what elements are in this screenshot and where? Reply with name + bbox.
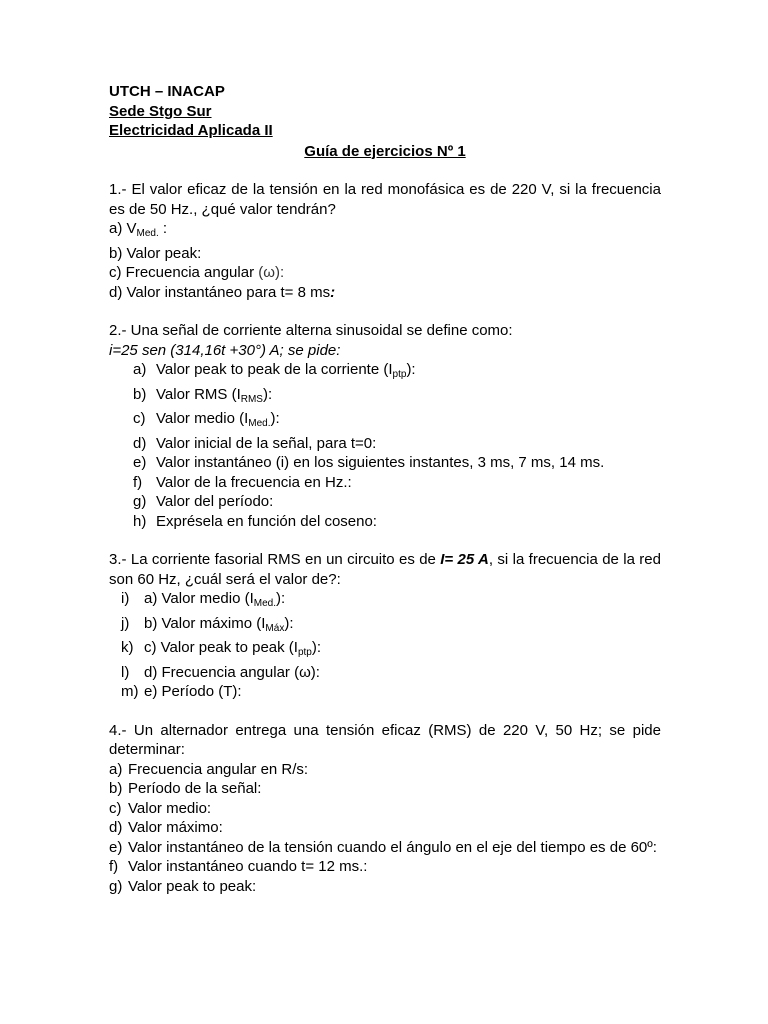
question-2-list <box>109 360 661 531</box>
question-2-item <box>109 434 661 454</box>
question-2-item <box>109 385 661 410</box>
item-text: Valor máximo: <box>128 819 223 836</box>
question-4-item <box>109 838 661 858</box>
item-marker: d) <box>109 819 123 836</box>
question-1-item-b: b) Valor peak: <box>109 244 202 262</box>
question-3-item <box>109 663 661 683</box>
question-3-item <box>109 638 661 663</box>
item-text-main: Exprésela en función del coseno: <box>156 512 377 530</box>
item-text-end: ): <box>262 385 273 403</box>
item-text-main: d) Frecuencia angular (ω): <box>144 663 320 681</box>
item-text-main: Valor de la frecuencia en Hz.: <box>156 473 352 491</box>
item-text-main: a) Valor medio (I <box>144 590 254 607</box>
question-4-text: 4.- Un alternador entrega una tensión eficaz (RMS) de 220 V, 50 Hz; se pide determinar: <box>109 721 661 758</box>
item-text-end: ): <box>270 410 280 427</box>
item-marker: j) <box>121 614 130 632</box>
question-3-list <box>109 589 661 702</box>
item-text-main: b) Valor máximo (I <box>144 614 266 632</box>
question-4-item <box>109 760 661 780</box>
item-marker: g) <box>109 877 123 895</box>
question-1-text: 1.- El valor eficaz de la tensión en la red monofásica es de 220 V, si la frecuencia es de 50 Hz., ¿qué valor tendrán? <box>109 181 661 218</box>
question-2-text: 2.- Una señal de corriente alterna sinusoidal se define como: <box>109 322 513 339</box>
item-text: Frecuencia angular en R/s: <box>128 760 309 778</box>
item-text <box>156 512 377 532</box>
item-subscript: RMS <box>240 393 263 405</box>
question-2 <box>109 321 661 531</box>
item-marker: h) <box>133 512 147 530</box>
item-marker: d) <box>133 434 147 452</box>
question-1-item-c: c) Frecuencia angular (ω): <box>109 264 285 281</box>
item-marker: m) <box>121 683 139 700</box>
item-text-main: Valor peak to peak de la corriente (I <box>156 361 393 378</box>
question-3-item <box>109 589 661 614</box>
item-text-main: e) Período (T): <box>144 683 242 700</box>
item-marker: i) <box>121 590 130 607</box>
item-marker: g) <box>133 493 147 510</box>
question-1-item-a: a) $V_{Med.}$ : <box>109 220 168 239</box>
item-text <box>156 492 273 512</box>
item-text-main: Valor del período: <box>156 493 274 510</box>
item-text: Valor instantáneo de la tensión cuando el ángulo en el eje del tiempo es de 60º: <box>128 838 657 856</box>
document-body <box>109 82 661 896</box>
question-4-list <box>109 760 661 897</box>
item-text-end: ): <box>284 614 294 632</box>
question-4-item <box>109 818 661 838</box>
question-3-item <box>109 682 661 702</box>
question-3-text: 3.- La corriente fasorial RMS en un circuito es de I= 25 A, si la frecuencia de la red son 60 Hz, ¿cuál será el valor de?: <box>109 551 661 588</box>
item-text <box>144 638 321 663</box>
item-text <box>144 589 285 614</box>
item-subscript: Med. <box>253 598 276 609</box>
item-text <box>156 385 272 410</box>
item-text-main: c) Valor peak to peak (I <box>144 639 298 656</box>
item-text: Valor peak to peak: <box>128 877 257 895</box>
item-text: Valor instantáneo cuando t= 12 ms.: <box>128 858 368 875</box>
question-2-item <box>109 492 661 512</box>
item-marker: l) <box>121 663 130 681</box>
item-marker: e) <box>109 838 123 856</box>
question-2-item <box>109 453 661 473</box>
question-3 <box>109 550 661 702</box>
question-2-item <box>109 512 661 532</box>
item-text <box>156 473 352 493</box>
item-subscript: ptp <box>297 647 312 658</box>
item-text <box>156 434 376 454</box>
question-4-item <box>109 799 661 819</box>
item-text-main: Valor RMS (I <box>156 385 241 403</box>
item-marker: c) <box>109 799 122 817</box>
item-marker: e) <box>133 454 147 471</box>
item-text <box>144 663 320 683</box>
item-marker: a) <box>109 760 123 778</box>
item-subscript: Med. <box>248 418 271 429</box>
question-2-item <box>109 409 661 434</box>
item-text-main: Valor instantáneo (i) en los siguientes instantes, 3 ms, 7 ms, 14 ms. <box>156 454 605 471</box>
question-4-item <box>109 877 661 897</box>
campus-name: Sede Stgo Sur <box>109 102 212 120</box>
item-subscript: Máx <box>265 622 285 634</box>
course-name: Electricidad Aplicada II <box>109 122 273 139</box>
item-text: Valor medio: <box>128 799 212 817</box>
institution-name: UTCH – INACAP <box>109 83 225 100</box>
item-marker: b) <box>133 385 147 403</box>
item-text-end: ): <box>311 639 322 656</box>
question-1 <box>109 180 661 302</box>
item-text-end: ): <box>276 590 286 607</box>
item-marker: c) <box>133 410 146 427</box>
item-marker: a) <box>133 361 147 378</box>
item-text-main: Valor medio (I <box>156 410 249 427</box>
item-marker: f) <box>133 473 143 491</box>
item-text-end: ): <box>406 361 416 378</box>
question-4 <box>109 721 661 897</box>
item-marker: b) <box>109 780 123 797</box>
question-2-item <box>109 360 661 385</box>
question-1-item-d: d) Valor instantáneo para t= 8 ms: <box>109 283 336 301</box>
item-text <box>144 682 242 702</box>
question-4-item <box>109 779 661 799</box>
item-text <box>156 409 280 434</box>
question-4-item <box>109 857 661 877</box>
item-text <box>156 453 604 473</box>
item-marker: f) <box>109 858 119 875</box>
question-3-item <box>109 614 661 639</box>
page-title: Guía de ejercicios Nº 1 <box>304 142 466 160</box>
question-2-formula: i=25 sen (314,16t +30°) A; se pide: <box>109 341 341 359</box>
question-2-item <box>109 473 661 493</box>
item-text-main: Valor inicial de la señal, para t=0: <box>156 434 377 452</box>
item-text: Período de la señal: <box>128 780 262 797</box>
item-marker: k) <box>121 639 134 656</box>
item-text <box>156 360 416 385</box>
item-subscript: ptp <box>392 369 407 380</box>
item-text <box>144 614 294 639</box>
